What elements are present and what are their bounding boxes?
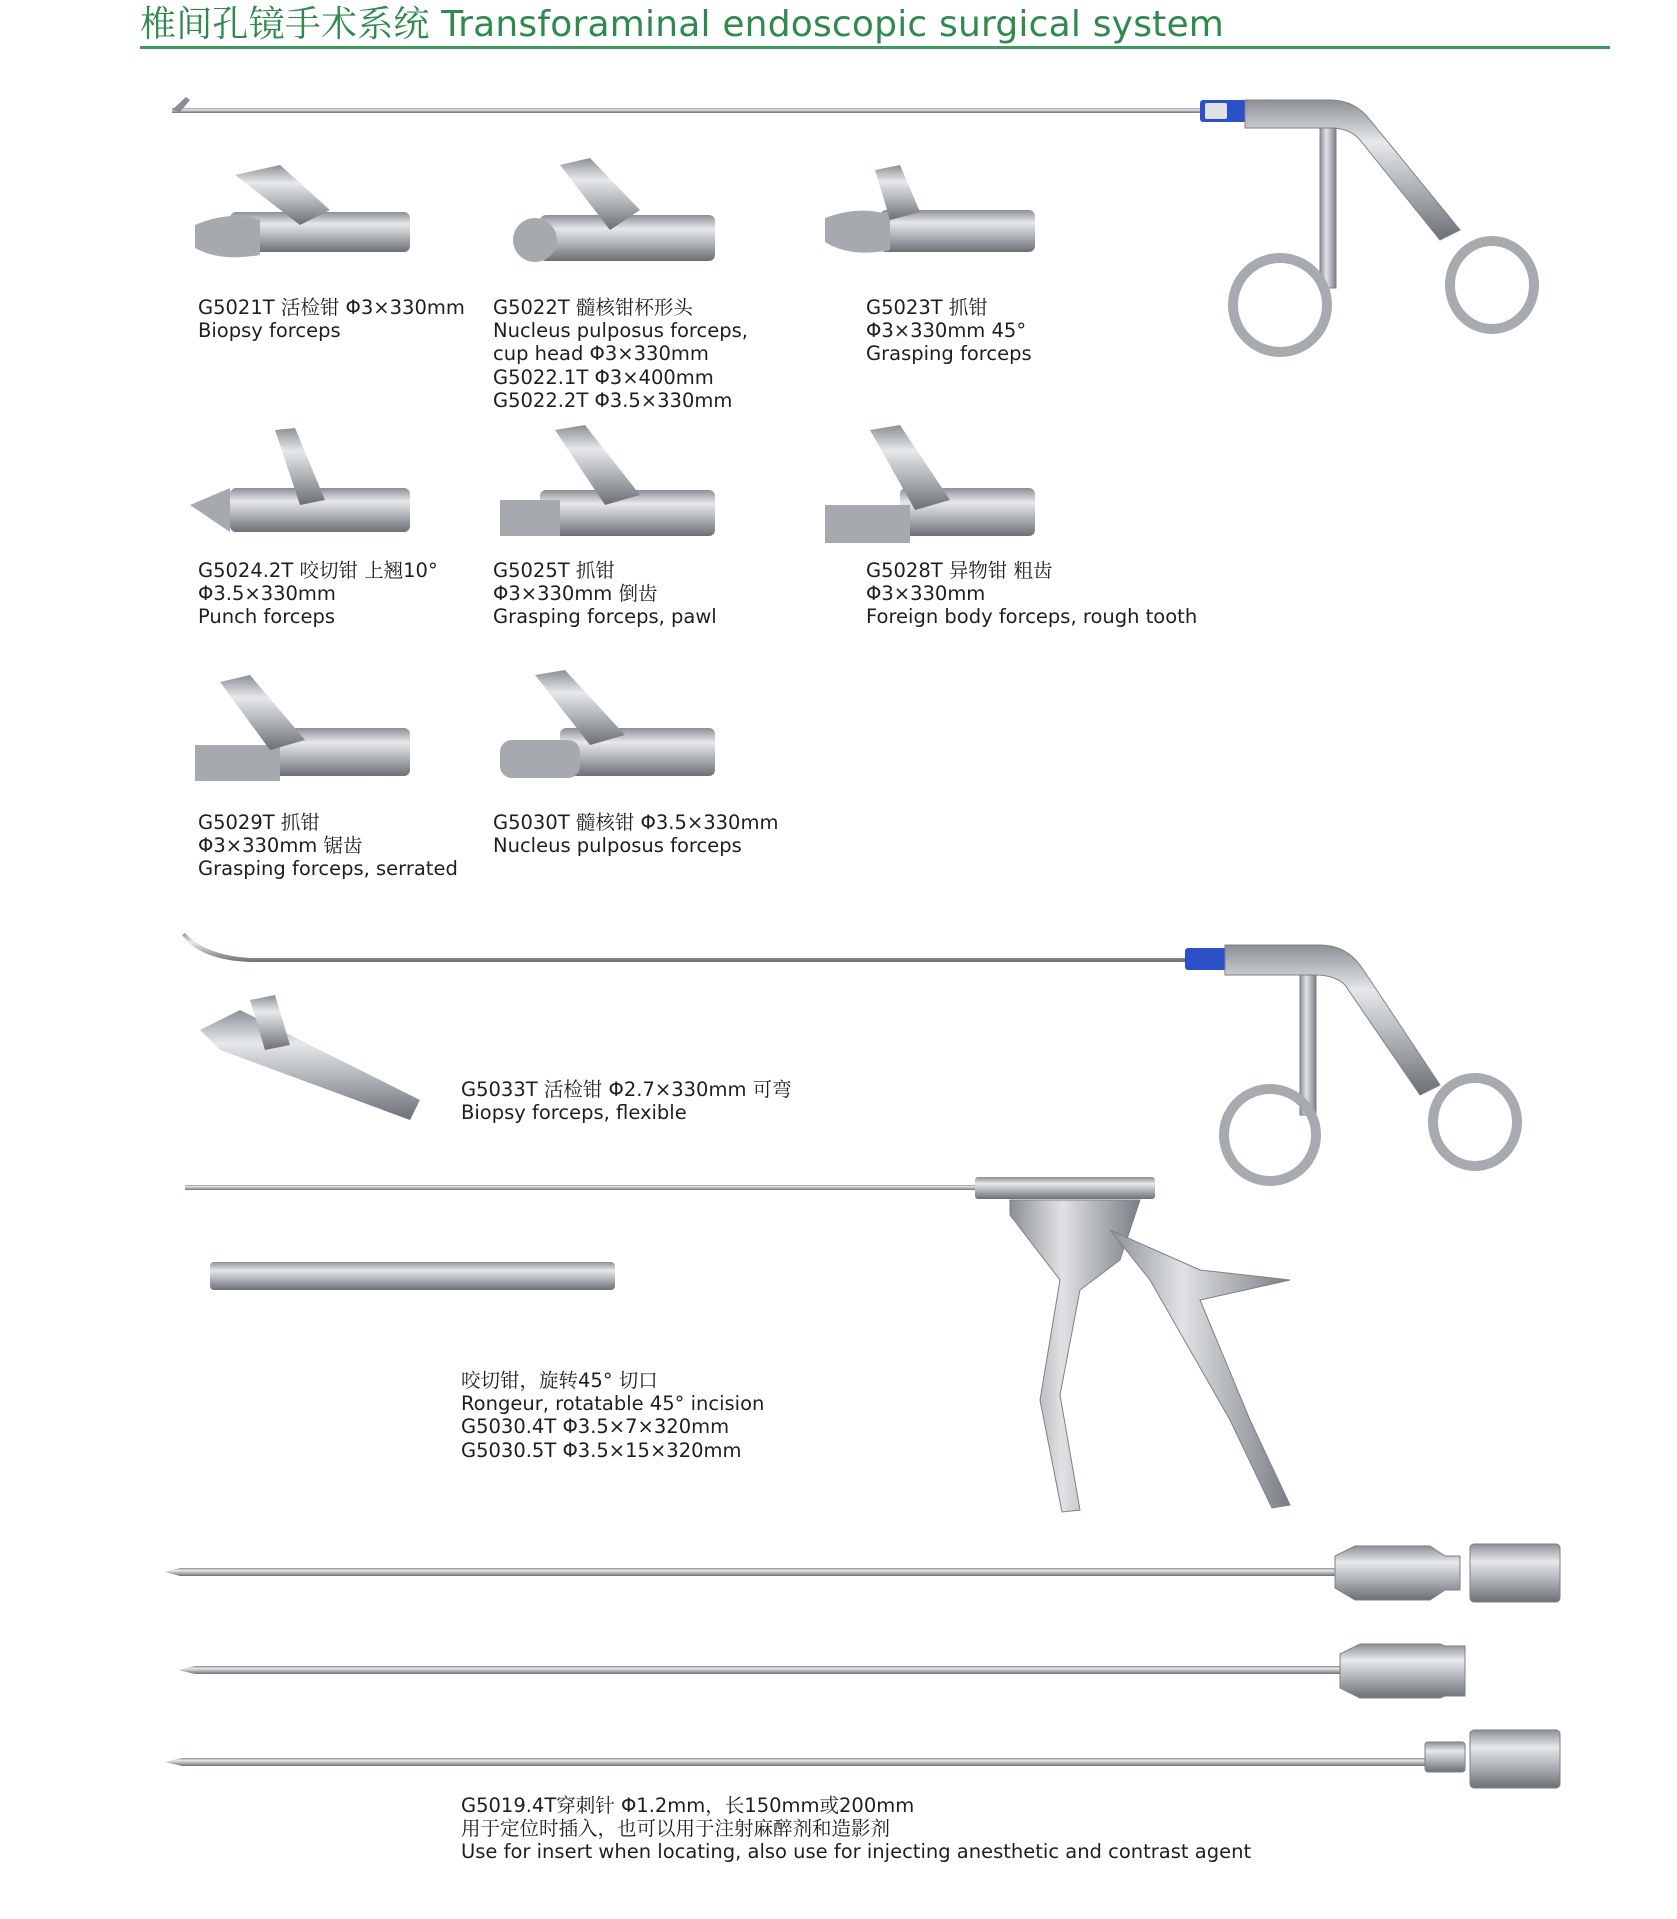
tip-g50242t [190, 428, 410, 532]
puncture-needle-3 [165, 1730, 1560, 1788]
tip-g5033t [200, 995, 420, 1120]
caption-g50194t: G5019.4T穿刺针 Φ1.2mm，长150mm或200mm 用于定位时插入，也可以用于注射麻醉剂和造影剂 Use for insert when locating, also use for injecting anesthetic and contrast agent [461, 1794, 1252, 1864]
caption-g5022t: G5022T 髓核钳杯形头 Nucleus pulposus forceps, cup head Φ3×330mm G5022.1T Φ3×400mm G5022.2T Φ3.5×330mm [493, 296, 748, 412]
caption-g50242t: G5024.2T 咬切钳 上翘10° Φ3.5×330mm Punch forceps [198, 559, 438, 629]
caption-g5030t: G5030T 髓核钳 Φ3.5×330mm Nucleus pulposus forceps [493, 811, 779, 858]
caption-g5023t: G5023T 抓钳 Φ3×330mm 45° Grasping forceps [866, 296, 1032, 366]
tip-g5021t [195, 165, 410, 257]
caption-g5021t: G5021T 活检钳 Φ3×330mm Biopsy forceps [198, 296, 465, 343]
puncture-needle-2 [178, 1644, 1465, 1698]
tip-g5030t [500, 670, 715, 778]
caption-g5028t: G5028T 异物钳 粗齿 Φ3×330mm Foreign body forceps, rough tooth [866, 559, 1198, 629]
page-title: 椎间孔镜手术系统 Transforaminal endoscopic surgical system [140, 4, 1225, 45]
tip-g5023t [825, 165, 1035, 253]
puncture-needle-1 [165, 1544, 1560, 1602]
tip-g5022t [513, 158, 715, 262]
caption-rongeur: 咬切钳，旋转45° 切口 Rongeur, rotatable 45° incision G5030.4T Φ3.5×7×320mm G5030.5T Φ3.5×15×320mm [461, 1369, 765, 1462]
tip-g5028t [825, 425, 1035, 543]
tip-g5029t [195, 675, 410, 781]
caption-g5033t: G5033T 活检钳 Φ2.7×330mm 可弯 Biopsy forceps, flexible [461, 1078, 792, 1125]
tip-g5025t [500, 425, 715, 536]
caption-g5025t: G5025T 抓钳 Φ3×330mm 倒齿 Grasping forceps, pawl [493, 559, 717, 629]
caption-g5029t: G5029T 抓钳 Φ3×330mm 锯齿 Grasping forceps, serrated [198, 811, 458, 881]
forceps-instrument-2 [182, 933, 1517, 1181]
